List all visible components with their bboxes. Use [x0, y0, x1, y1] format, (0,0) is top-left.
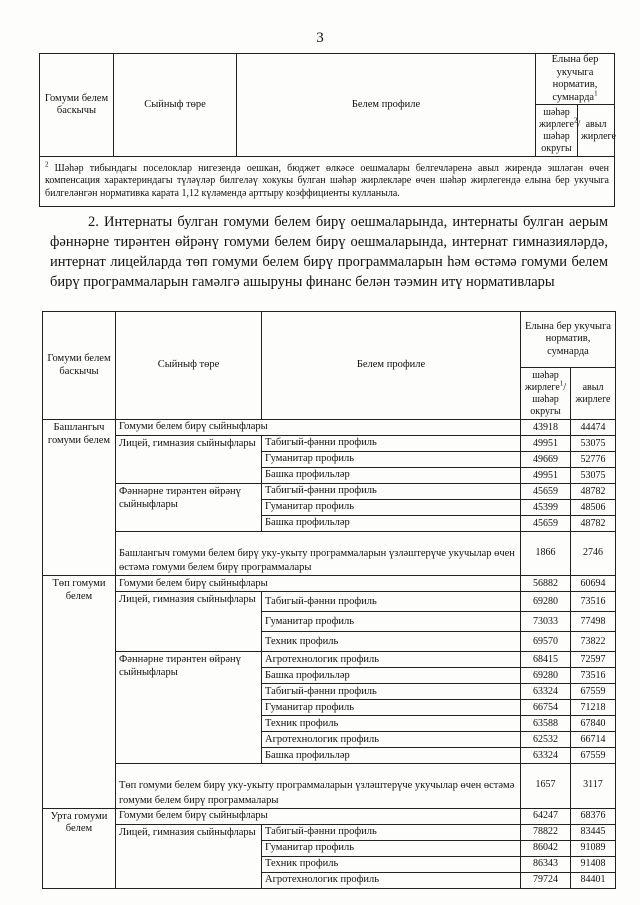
value-urban: 79724	[521, 872, 571, 888]
value-rural: 84401	[571, 872, 616, 888]
profile-name: Табигый-фәнни профиль	[262, 684, 521, 700]
header-level: Гомуми белем баскычы	[43, 312, 116, 420]
profile-name: Башка профильләр	[262, 748, 521, 764]
profile-name: Табигый-фәнни профиль	[262, 484, 521, 500]
value-rural: 48782	[571, 484, 616, 500]
spacer	[521, 532, 571, 548]
value-rural: 3117	[571, 779, 616, 808]
class-general: Гомуми белем бирү сыйныфлары	[116, 808, 521, 824]
table-row	[43, 484, 616, 500]
class-lyceum: Лицей, гимназия сыйныфлары	[116, 436, 262, 484]
class-lyceum: Лицей, гимназия сыйныфлары	[116, 824, 262, 888]
norms-table-header-continued	[39, 53, 615, 207]
table-row	[43, 824, 616, 840]
value-urban: 43918	[521, 420, 571, 436]
value-rural: 53075	[571, 468, 616, 484]
value-rural: 66714	[571, 732, 616, 748]
header-norm: Елына бер укучыга норматив, сумнарда$^1$	[536, 54, 615, 105]
spacer	[521, 764, 571, 780]
value-rural: 73516	[571, 668, 616, 684]
value-urban: 62532	[521, 732, 571, 748]
value-urban: 63324	[521, 748, 571, 764]
profile-name: Гуманитар профиль	[262, 500, 521, 516]
value-urban: 68415	[521, 652, 571, 668]
spacer	[571, 764, 616, 780]
table-row	[43, 436, 616, 452]
header-norm: Елына бер укучыга норматив, сумнарда	[521, 312, 616, 368]
profile-name: Техник профиль	[262, 632, 521, 652]
value-rural: 67840	[571, 716, 616, 732]
value-rural: 91089	[571, 840, 616, 856]
value-rural: 72597	[571, 652, 616, 668]
value-rural: 53075	[571, 436, 616, 452]
profile-name: Гуманитар профиль	[262, 612, 521, 632]
value-rural: 77498	[571, 612, 616, 632]
section-paragraph	[50, 212, 608, 292]
value-rural: 73822	[571, 632, 616, 652]
spacer	[571, 532, 616, 548]
class-general: Гомуми белем бирү сыйныфлары	[116, 420, 521, 436]
class-lyceum: Лицей, гимназия сыйныфлары	[116, 592, 262, 652]
value-urban: 69280	[521, 668, 571, 684]
profile-name: Агротехнологик профиль	[262, 732, 521, 748]
value-urban: 78822	[521, 824, 571, 840]
class-general: Гомуми белем бирү сыйныфлары	[116, 576, 521, 592]
value-rural: 73516	[571, 592, 616, 612]
value-urban: 86042	[521, 840, 571, 856]
profile-name: Башка профильләр	[262, 516, 521, 532]
header-urban: шәһәр жирлеге$^2$/ шәһәр округы	[536, 105, 578, 157]
table-row	[43, 779, 616, 808]
table-row	[43, 652, 616, 668]
value-urban: 45399	[521, 500, 571, 516]
profile-name: Башка профильләр	[262, 468, 521, 484]
profile-name: Табигый-фәнни профиль	[262, 824, 521, 840]
value-urban: 63324	[521, 684, 571, 700]
value-rural: 2746	[571, 547, 616, 576]
level-secondary: Урта гомуми белем	[43, 808, 116, 888]
table-row	[43, 808, 616, 824]
value-rural: 48782	[571, 516, 616, 532]
boarding-school-norms-table	[42, 311, 616, 889]
value-urban: 73033	[521, 612, 571, 632]
profile-name: Техник профиль	[262, 716, 521, 732]
header-level: Гомуми белем баскычы	[40, 54, 114, 157]
value-urban: 49951	[521, 468, 571, 484]
value-urban: 1657	[521, 779, 571, 808]
profile-name: Техник профиль	[262, 856, 521, 872]
class-additional: Төп гомуми белем бирү уку-укыту программаларын үзләштерүче укучылар өчен өстәмә гомуми белем бирү программалары	[116, 779, 521, 808]
profile-name: Гуманитар профиль	[262, 700, 521, 716]
profile-name: Агротехнологик профиль	[262, 652, 521, 668]
profile-name: Агротехнологик профиль	[262, 872, 521, 888]
class-indepth: Фәннәрне тирәнтен өйрәнү сыйныфлары	[116, 484, 262, 532]
profile-name: Табигый-фәнни профиль	[262, 436, 521, 452]
value-urban: 69280	[521, 592, 571, 612]
value-rural: 52776	[571, 452, 616, 468]
value-urban: 1866	[521, 547, 571, 576]
class-additional: Башлангыч гомуми белем бирү уку-укыту программаларын үзләштерүче укучылар өчен өстәмә гомуми белем бирү программалары	[116, 547, 521, 576]
header-profile: Белем профиле	[237, 54, 536, 157]
value-urban: 56882	[521, 576, 571, 592]
value-rural: 68376	[571, 808, 616, 824]
profile-name: Табигый-фәнни профиль	[262, 592, 521, 612]
profile-name: Башка профильләр	[262, 668, 521, 684]
value-urban: 49951	[521, 436, 571, 452]
table-row	[43, 576, 616, 592]
level-basic: Төп гомуми белем	[43, 576, 116, 808]
value-urban: 45659	[521, 484, 571, 500]
header-rural: авыл жирлеге	[578, 105, 615, 157]
page-number: 3	[316, 30, 324, 46]
value-urban: 45659	[521, 516, 571, 532]
value-urban: 64247	[521, 808, 571, 824]
header-class-type: Сыйныф төре	[114, 54, 237, 157]
value-urban: 66754	[521, 700, 571, 716]
value-rural: 60694	[571, 576, 616, 592]
profile-name: Гуманитар профиль	[262, 452, 521, 468]
profile-name: Гуманитар профиль	[262, 840, 521, 856]
value-rural: 48506	[571, 500, 616, 516]
table-row	[43, 592, 616, 612]
value-urban: 63588	[521, 716, 571, 732]
class-indepth: Фәннәрне тирәнтен өйрәнү сыйныфлары	[116, 652, 262, 764]
value-rural: 67559	[571, 684, 616, 700]
table-row	[43, 420, 616, 436]
value-rural: 67559	[571, 748, 616, 764]
paragraph-text: Интернаты булган гомуми белем бирү оешмаларында, интернаты булган аерым фәннәрне тирәнтен өйрәнү гомуми белем бирү оешмаларында, интернат гимназияләрдә, интернат лицейларда төп гомуми белем бирү программаларын һәм өстәмә гомуми белем бирү программаларын гамәлгә ашыруны финанс белән тәэмин итү нормативлары	[50, 214, 608, 290]
value-urban: 69570	[521, 632, 571, 652]
spacer	[116, 532, 521, 548]
footnote: $^2$ Шәһәр тибындагы поселоклар нигезендә оешкан, бюджет өлкәсе оешмалары белгечләренә авыл жирендә эшләгән өчен компенсация характериндагы түләүләр билгеләү хокукы булган шәһәр жирлекләре өчен шәһәр жирлегендә елына бер укучыга билгеләнгән нормативка карата 1,12 күләмендә арттыру коэффициенты кулланыла.	[40, 157, 615, 207]
header-profile: Белем профиле	[262, 312, 521, 420]
value-rural: 83445	[571, 824, 616, 840]
table-row	[43, 547, 616, 576]
spacer	[116, 764, 521, 780]
header-class-type: Сыйныф төре	[116, 312, 262, 420]
value-rural: 91408	[571, 856, 616, 872]
value-urban: 86343	[521, 856, 571, 872]
paragraph-number: 2.	[88, 214, 99, 230]
header-rural: авыл жирлеге	[571, 368, 616, 420]
header-urban: шәһәр жирлеге$^1$/ шәһәр округы	[521, 368, 571, 420]
level-primary: Башлангыч гомуми белем	[43, 420, 116, 576]
value-urban: 49669	[521, 452, 571, 468]
value-rural: 71218	[571, 700, 616, 716]
value-rural: 44474	[571, 420, 616, 436]
